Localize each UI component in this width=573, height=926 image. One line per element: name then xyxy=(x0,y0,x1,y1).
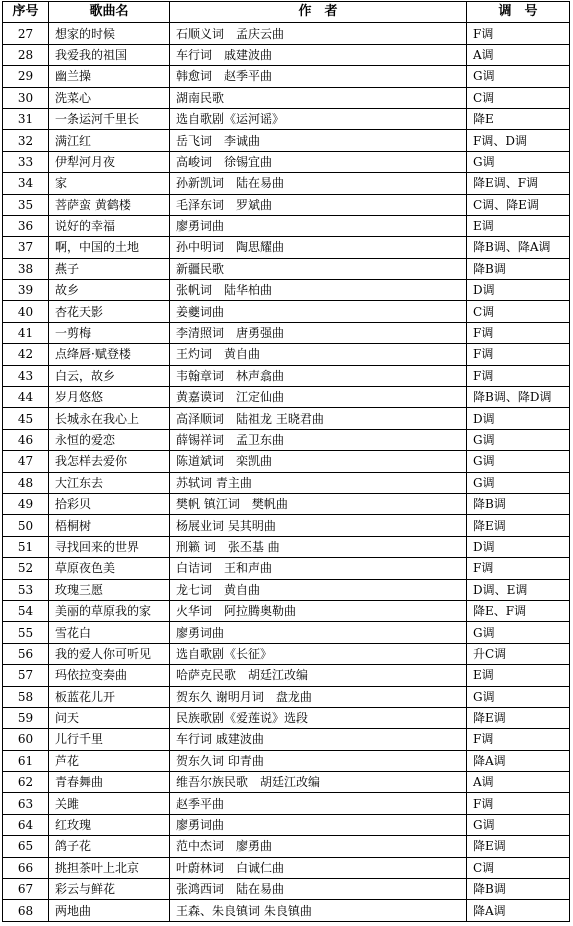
cell-key: F调 xyxy=(467,23,570,44)
table-row xyxy=(3,66,570,87)
cell-author: 贺东久 谢明月词 盘龙曲 xyxy=(170,686,467,707)
cell-author: 张帆词 陆华柏曲 xyxy=(170,280,467,301)
cell-index: 35 xyxy=(3,194,49,215)
cell-song-title: 红玫瑰 xyxy=(49,814,170,835)
table-row xyxy=(3,707,570,728)
cell-author: 选自歌剧《运河谣》 xyxy=(170,108,467,129)
cell-key: 降B调、降A调 xyxy=(467,237,570,258)
cell-key: F调 xyxy=(467,344,570,365)
cell-index: 37 xyxy=(3,237,49,258)
cell-song-title: 拾彩贝 xyxy=(49,493,170,514)
cell-song-title: 彩云与鲜花 xyxy=(49,879,170,900)
cell-song-title: 白云，故乡 xyxy=(49,365,170,386)
header-row xyxy=(3,2,570,23)
cell-author: 新疆民歌 xyxy=(170,258,467,279)
table-row xyxy=(3,108,570,129)
cell-author: 毛泽东词 罗斌曲 xyxy=(170,194,467,215)
cell-author: 湖南民歌 xyxy=(170,87,467,108)
cell-author: 廖勇词曲 xyxy=(170,622,467,643)
table-header xyxy=(3,2,570,23)
cell-author: 贺东久词 印青曲 xyxy=(170,750,467,771)
cell-index: 33 xyxy=(3,151,49,172)
cell-index: 54 xyxy=(3,600,49,621)
cell-key: G调 xyxy=(467,814,570,835)
cell-key: F调 xyxy=(467,322,570,343)
cell-index: 63 xyxy=(3,793,49,814)
cell-key: 降B调 xyxy=(467,258,570,279)
cell-index: 42 xyxy=(3,344,49,365)
cell-song-title: 玛依拉变奏曲 xyxy=(49,665,170,686)
cell-author: 姜夔词曲 xyxy=(170,301,467,322)
cell-key: G调 xyxy=(467,151,570,172)
cell-index: 60 xyxy=(3,729,49,750)
cell-song-title: 青春舞曲 xyxy=(49,772,170,793)
cell-song-title: 故乡 xyxy=(49,280,170,301)
cell-author: 廖勇词曲 xyxy=(170,215,467,236)
cell-index: 52 xyxy=(3,558,49,579)
cell-author: 杨展业词 吴其明曲 xyxy=(170,515,467,536)
cell-author: 龙七词 黄自曲 xyxy=(170,579,467,600)
cell-key: 降E xyxy=(467,108,570,129)
cell-author: 叶蔚林词 白诚仁曲 xyxy=(170,857,467,878)
cell-index: 53 xyxy=(3,579,49,600)
cell-song-title: 鸽子花 xyxy=(49,836,170,857)
table-row xyxy=(3,772,570,793)
cell-author: 王森、朱良镇词 朱良镇曲 xyxy=(170,900,467,921)
table-row xyxy=(3,322,570,343)
table-row xyxy=(3,408,570,429)
cell-song-title: 岁月悠悠 xyxy=(49,387,170,408)
table-row xyxy=(3,44,570,65)
cell-song-title: 杏花天影 xyxy=(49,301,170,322)
cell-author: 火华词 阿拉腾奥勒曲 xyxy=(170,600,467,621)
table-row xyxy=(3,429,570,450)
cell-index: 30 xyxy=(3,87,49,108)
cell-author: 刑籁 词 张丕基 曲 xyxy=(170,536,467,557)
cell-author: 薛锡祥词 孟卫东曲 xyxy=(170,429,467,450)
cell-key: F调、D调 xyxy=(467,130,570,151)
cell-key: C调 xyxy=(467,857,570,878)
cell-author: 黄嘉谟词 江定仙曲 xyxy=(170,387,467,408)
cell-key: F调 xyxy=(467,558,570,579)
cell-key: C调 xyxy=(467,301,570,322)
cell-key: 降E调、F调 xyxy=(467,173,570,194)
header-author: 作 者 xyxy=(170,2,467,23)
cell-song-title: 燕子 xyxy=(49,258,170,279)
cell-author: 樊帆 镇江词 樊帆曲 xyxy=(170,493,467,514)
cell-song-title: 美丽的草原我的家 xyxy=(49,600,170,621)
table-row xyxy=(3,643,570,664)
table-row xyxy=(3,665,570,686)
table-row xyxy=(3,750,570,771)
cell-index: 67 xyxy=(3,879,49,900)
table-row xyxy=(3,23,570,44)
table-row xyxy=(3,151,570,172)
cell-key: 降A调 xyxy=(467,900,570,921)
cell-key: 升C调 xyxy=(467,643,570,664)
song-table xyxy=(2,1,570,922)
cell-author: 陈道斌词 栾凯曲 xyxy=(170,451,467,472)
cell-index: 49 xyxy=(3,493,49,514)
cell-index: 68 xyxy=(3,900,49,921)
cell-author: 岳飞词 李诚曲 xyxy=(170,130,467,151)
cell-author: 韦翰章词 林声翕曲 xyxy=(170,365,467,386)
cell-author: 哈萨克民歌 胡廷江改编 xyxy=(170,665,467,686)
cell-song-title: 长城永在我心上 xyxy=(49,408,170,429)
cell-key: F调 xyxy=(467,365,570,386)
table-row xyxy=(3,814,570,835)
cell-song-title: 玫瑰三愿 xyxy=(49,579,170,600)
cell-author: 白诘词 王和声曲 xyxy=(170,558,467,579)
table-row xyxy=(3,729,570,750)
cell-song-title: 满江红 xyxy=(49,130,170,151)
table-row xyxy=(3,686,570,707)
table-row xyxy=(3,579,570,600)
table-row xyxy=(3,836,570,857)
cell-author: 民族歌剧《爱莲说》选段 xyxy=(170,707,467,728)
cell-song-title: 草原夜色美 xyxy=(49,558,170,579)
cell-key: 降E调 xyxy=(467,707,570,728)
cell-song-title: 儿行千里 xyxy=(49,729,170,750)
cell-song-title: 幽兰操 xyxy=(49,66,170,87)
cell-key: D调 xyxy=(467,280,570,301)
cell-author: 孙中明词 陶思耀曲 xyxy=(170,237,467,258)
cell-song-title: 想家的时候 xyxy=(49,23,170,44)
table-row xyxy=(3,451,570,472)
cell-index: 32 xyxy=(3,130,49,151)
cell-index: 58 xyxy=(3,686,49,707)
cell-author: 范中杰词 廖勇曲 xyxy=(170,836,467,857)
cell-key: D调、E调 xyxy=(467,579,570,600)
cell-song-title: 问天 xyxy=(49,707,170,728)
cell-key: C调 xyxy=(467,87,570,108)
cell-index: 48 xyxy=(3,472,49,493)
table-row xyxy=(3,280,570,301)
cell-index: 28 xyxy=(3,44,49,65)
cell-index: 47 xyxy=(3,451,49,472)
cell-index: 39 xyxy=(3,280,49,301)
cell-index: 55 xyxy=(3,622,49,643)
cell-author: 车行词 戚建波曲 xyxy=(170,44,467,65)
cell-song-title: 我的爱人你可听见 xyxy=(49,643,170,664)
cell-song-title: 梧桐树 xyxy=(49,515,170,536)
cell-song-title: 一条运河千里长 xyxy=(49,108,170,129)
cell-song-title: 寻找回来的世界 xyxy=(49,536,170,557)
table-row xyxy=(3,215,570,236)
cell-key: 降E调 xyxy=(467,515,570,536)
cell-song-title: 我怎样去爱你 xyxy=(49,451,170,472)
cell-song-title: 永恒的爱恋 xyxy=(49,429,170,450)
cell-author: 韩愈词 赵季平曲 xyxy=(170,66,467,87)
cell-index: 61 xyxy=(3,750,49,771)
table-body xyxy=(3,23,570,921)
cell-index: 45 xyxy=(3,408,49,429)
cell-author: 苏轼词 青主曲 xyxy=(170,472,467,493)
header-song-title: 歌曲名 xyxy=(49,2,170,23)
cell-key: 降A调 xyxy=(467,750,570,771)
cell-index: 29 xyxy=(3,66,49,87)
cell-key: 降B调、降D调 xyxy=(467,387,570,408)
cell-index: 62 xyxy=(3,772,49,793)
cell-key: G调 xyxy=(467,686,570,707)
cell-song-title: 菩萨蛮 黄鹤楼 xyxy=(49,194,170,215)
cell-song-title: 伊犁河月夜 xyxy=(49,151,170,172)
cell-key: 降B调 xyxy=(467,879,570,900)
cell-author: 石顺义词 孟庆云曲 xyxy=(170,23,467,44)
cell-key: G调 xyxy=(467,622,570,643)
cell-song-title: 关雎 xyxy=(49,793,170,814)
table-row xyxy=(3,879,570,900)
cell-song-title: 家 xyxy=(49,173,170,194)
table-row xyxy=(3,472,570,493)
cell-song-title: 雪花白 xyxy=(49,622,170,643)
cell-author: 高峻词 徐锡宜曲 xyxy=(170,151,467,172)
cell-author: 车行词 戚建波曲 xyxy=(170,729,467,750)
cell-index: 51 xyxy=(3,536,49,557)
cell-song-title: 板蓝花儿开 xyxy=(49,686,170,707)
table-row xyxy=(3,515,570,536)
cell-index: 36 xyxy=(3,215,49,236)
cell-song-title: 啊，中国的土地 xyxy=(49,237,170,258)
table-row xyxy=(3,622,570,643)
cell-song-title: 芦花 xyxy=(49,750,170,771)
cell-index: 46 xyxy=(3,429,49,450)
cell-index: 59 xyxy=(3,707,49,728)
cell-key: E调 xyxy=(467,665,570,686)
cell-key: A调 xyxy=(467,772,570,793)
table-row xyxy=(3,600,570,621)
cell-song-title: 大江东去 xyxy=(49,472,170,493)
cell-key: G调 xyxy=(467,451,570,472)
cell-index: 66 xyxy=(3,857,49,878)
cell-key: A调 xyxy=(467,44,570,65)
cell-song-title: 说好的幸福 xyxy=(49,215,170,236)
cell-key: F调 xyxy=(467,793,570,814)
cell-key: G调 xyxy=(467,472,570,493)
cell-key: E调 xyxy=(467,215,570,236)
cell-song-title: 一剪梅 xyxy=(49,322,170,343)
table-row xyxy=(3,258,570,279)
cell-key: G调 xyxy=(467,66,570,87)
cell-author: 赵季平曲 xyxy=(170,793,467,814)
cell-index: 40 xyxy=(3,301,49,322)
table-row xyxy=(3,173,570,194)
cell-index: 41 xyxy=(3,322,49,343)
cell-key: D调 xyxy=(467,408,570,429)
cell-author: 王灼词 黄自曲 xyxy=(170,344,467,365)
cell-song-title: 点绛唇·赋登楼 xyxy=(49,344,170,365)
cell-key: D调 xyxy=(467,536,570,557)
cell-author: 张鸿西词 陆在易曲 xyxy=(170,879,467,900)
cell-index: 65 xyxy=(3,836,49,857)
cell-song-title: 挑担茶叶上北京 xyxy=(49,857,170,878)
cell-key: 降B调 xyxy=(467,493,570,514)
table-row xyxy=(3,536,570,557)
cell-key: 降E调 xyxy=(467,836,570,857)
header-key: 调 号 xyxy=(467,2,570,23)
cell-index: 57 xyxy=(3,665,49,686)
table-row xyxy=(3,558,570,579)
cell-song-title: 两地曲 xyxy=(49,900,170,921)
cell-index: 50 xyxy=(3,515,49,536)
table-row xyxy=(3,130,570,151)
cell-index: 27 xyxy=(3,23,49,44)
table-row xyxy=(3,301,570,322)
cell-song-title: 我爱我的祖国 xyxy=(49,44,170,65)
table-row xyxy=(3,900,570,921)
cell-index: 64 xyxy=(3,814,49,835)
table-row xyxy=(3,387,570,408)
cell-key: F调 xyxy=(467,729,570,750)
table-row xyxy=(3,493,570,514)
table-row xyxy=(3,365,570,386)
table-row xyxy=(3,793,570,814)
table-row xyxy=(3,857,570,878)
cell-author: 李清照词 唐勇强曲 xyxy=(170,322,467,343)
cell-author: 廖勇词曲 xyxy=(170,814,467,835)
cell-index: 38 xyxy=(3,258,49,279)
table-row xyxy=(3,194,570,215)
cell-author: 高泽顺词 陆祖龙 王晓君曲 xyxy=(170,408,467,429)
table-row xyxy=(3,344,570,365)
cell-key: 降E、F调 xyxy=(467,600,570,621)
cell-index: 43 xyxy=(3,365,49,386)
cell-author: 维吾尔族民歌 胡廷江改编 xyxy=(170,772,467,793)
header-index: 序号 xyxy=(3,2,49,23)
cell-key: C调、降E调 xyxy=(467,194,570,215)
cell-author: 选自歌剧《长征》 xyxy=(170,643,467,664)
cell-index: 44 xyxy=(3,387,49,408)
table-row xyxy=(3,87,570,108)
cell-index: 56 xyxy=(3,643,49,664)
cell-key: G调 xyxy=(467,429,570,450)
table-row xyxy=(3,237,570,258)
cell-song-title: 洗菜心 xyxy=(49,87,170,108)
cell-index: 31 xyxy=(3,108,49,129)
cell-author: 孙新凯词 陆在易曲 xyxy=(170,173,467,194)
cell-index: 34 xyxy=(3,173,49,194)
